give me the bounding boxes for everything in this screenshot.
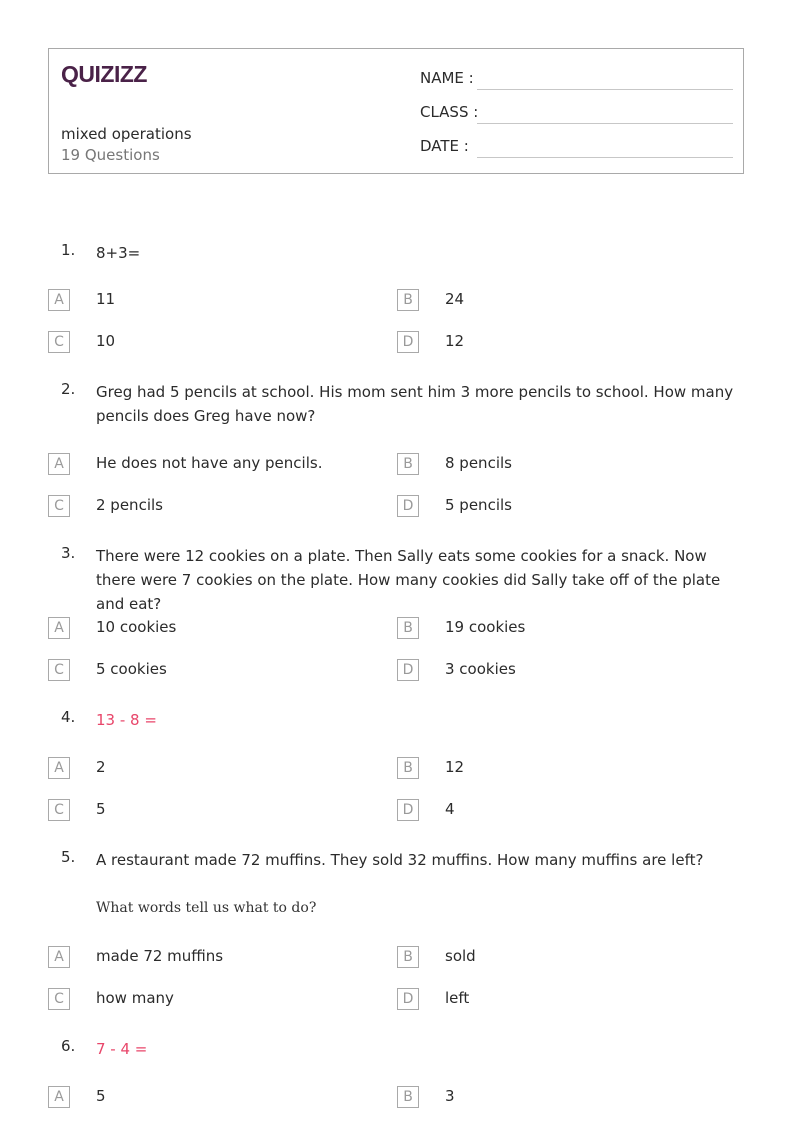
date-label: DATE : xyxy=(420,137,469,155)
option-text: 3 xyxy=(445,1087,455,1105)
question-text: 7 - 4 = xyxy=(96,1040,148,1058)
option-letter-box[interactable]: B xyxy=(397,289,419,311)
option-text: 12 xyxy=(445,332,465,350)
question-text: 8+3= xyxy=(96,244,141,262)
option-text: 10 cookies xyxy=(96,618,177,636)
option-text: 5 xyxy=(96,1087,106,1105)
option-letter-box[interactable]: D xyxy=(397,659,419,681)
question-text: There were 12 cookies on a plate. Then Sally eats some cookies for a snack. Now there were 7 cookies on the plate. How many cookies did Sally take off of the plate and eat? xyxy=(96,547,721,613)
worksheet-title: mixed operations xyxy=(61,125,192,143)
option-letter-box[interactable]: A xyxy=(48,757,70,779)
option-text: 2 pencils xyxy=(96,496,163,514)
date-line[interactable] xyxy=(477,157,733,158)
option-text: 3 cookies xyxy=(445,660,516,678)
option-letter-box[interactable]: B xyxy=(397,617,419,639)
option-text: 24 xyxy=(445,290,465,308)
option-letter-box[interactable]: A xyxy=(48,617,70,639)
option-text: sold xyxy=(445,947,476,965)
option-text: 5 pencils xyxy=(445,496,512,514)
option-letter-box[interactable]: C xyxy=(48,495,70,517)
quizizz-logo xyxy=(61,61,151,87)
class-line[interactable] xyxy=(477,123,733,124)
question-number: 4. xyxy=(61,708,76,726)
question-hint: What words tell us what to do? xyxy=(96,900,317,916)
question-text: Greg had 5 pencils at school. His mom sent him 3 more pencils to school. How many pencils does Greg have now? xyxy=(96,383,734,425)
svg-text:QUIZIZZ: QUIZIZZ xyxy=(61,61,147,87)
class-label: CLASS : xyxy=(420,103,479,121)
question-text: 13 - 8 = xyxy=(96,711,157,729)
option-letter-box[interactable]: D xyxy=(397,495,419,517)
option-letter-box[interactable]: B xyxy=(397,1086,419,1108)
option-text: made 72 muffins xyxy=(96,947,224,965)
option-text: 12 xyxy=(445,758,465,776)
option-text: how many xyxy=(96,989,174,1007)
question-number: 2. xyxy=(61,380,76,398)
option-text: 5 xyxy=(96,800,106,818)
option-letter-box[interactable]: D xyxy=(397,988,419,1010)
question-count: 19 Questions xyxy=(61,146,160,164)
option-text: 19 cookies xyxy=(445,618,526,636)
option-letter-box[interactable]: A xyxy=(48,1086,70,1108)
option-letter-box[interactable]: C xyxy=(48,799,70,821)
option-letter-box[interactable]: D xyxy=(397,331,419,353)
name-line[interactable] xyxy=(477,89,733,90)
option-letter-box[interactable]: A xyxy=(48,289,70,311)
question-number: 6. xyxy=(61,1037,76,1055)
option-letter-box[interactable]: C xyxy=(48,988,70,1010)
option-text: 8 pencils xyxy=(445,454,512,472)
question-number: 5. xyxy=(61,848,76,866)
question-text: A restaurant made 72 muffins. They sold 32 muffins. How many muffins are left? xyxy=(96,851,704,869)
question-number: 3. xyxy=(61,544,76,562)
option-text: left xyxy=(445,989,470,1007)
option-letter-box[interactable]: A xyxy=(48,453,70,475)
option-letter-box[interactable]: C xyxy=(48,331,70,353)
worksheet-header xyxy=(48,48,744,174)
option-text: 10 xyxy=(96,332,116,350)
name-label: NAME : xyxy=(420,69,474,87)
option-letter-box[interactable]: B xyxy=(397,946,419,968)
option-text: 5 cookies xyxy=(96,660,167,678)
option-letter-box[interactable]: C xyxy=(48,659,70,681)
option-letter-box[interactable]: D xyxy=(397,799,419,821)
option-text: He does not have any pencils. xyxy=(96,454,323,472)
option-text: 4 xyxy=(445,800,455,818)
option-text: 2 xyxy=(96,758,106,776)
option-text: 11 xyxy=(96,290,116,308)
question-number: 1. xyxy=(61,241,76,259)
option-letter-box[interactable]: A xyxy=(48,946,70,968)
option-letter-box[interactable]: B xyxy=(397,453,419,475)
option-letter-box[interactable]: B xyxy=(397,757,419,779)
